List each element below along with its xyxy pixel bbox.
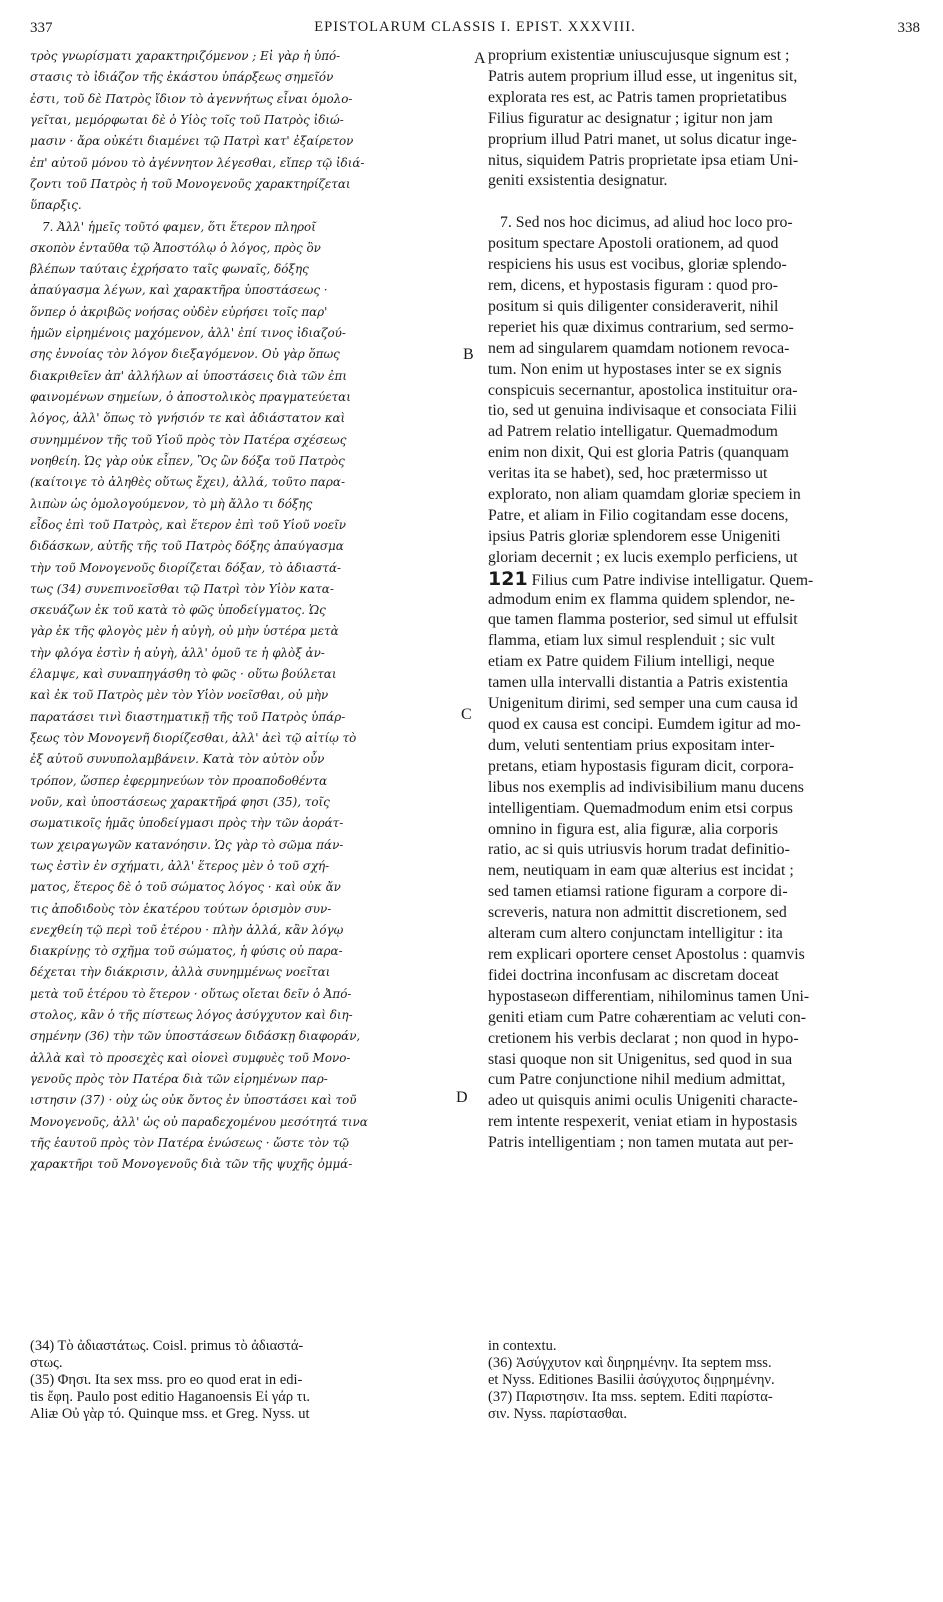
greek-text-line: τως (34) συνεπινοεῖσθαι τῷ Πατρὶ τὸν Υἱὸν κατα- [30, 581, 334, 596]
greek-text-line: παρατάσει τινὶ διαστηματικῇ τῆς τοῦ Πατρὸς ὑπάρ- [30, 709, 346, 724]
greek-text-line: τρόπον, ὥσπερ ἐφερμηνεύων τὸν προαποδοθέντα [30, 773, 328, 788]
latin-text-line: intelligentiam. Quemadmodum enim etsi corpus [488, 799, 793, 817]
latin-text-line: rem intente respexerit, veniat etiam in hypostasis [488, 1113, 798, 1131]
greek-text-line: ενεχθείη τῷ περὶ τοῦ ἑτέρου · πλὴν ἀλλά, κἂν λόγῳ [30, 922, 344, 937]
greek-text-line: (καίτοιγε τὸ ἀληθὲς οὕτως ἔχει), ἀλλά, τοῦτο παρα- [30, 475, 345, 490]
right-page-number: 338 [897, 20, 920, 36]
greek-text-line: τως ἐστὶν ἐν σχήματι, ἀλλ' ἕτερος μὲν ὁ τοῦ σχή- [30, 858, 330, 873]
footnote-line: Aliæ Οὐ γὰρ τό. Quinque mss. et Greg. Nyss. ut [30, 1406, 310, 1422]
latin-text-line: proprium illud Patri manet, ut solus dicatur inge- [488, 130, 797, 148]
greek-text-line: λόγος, ἀλλ' ὅπως τὸ γνήσιόν τε καὶ ἀδιάστατον καὶ [30, 411, 346, 426]
latin-text-line: rem explicari oportere censet Apostolus : quamvis [488, 945, 805, 963]
latin-text-line: tamen ulla intervalli distantia a Patris existentia [488, 674, 789, 692]
greek-text-line: στολος, κἂν ὁ τῆς πίστεως λόγος ἀσύγχυτον καὶ διη- [30, 1008, 353, 1023]
latin-text-line: nem, neutiquam in eam quæ alterius est incidat ; [488, 862, 794, 880]
greek-text-line: διδάσκων, αὐτῆς τῆς τοῦ Πατρὸς δόξης ἀπαύγασμα [30, 539, 344, 554]
greek-text-line: ἀπαύγασμα λέγων, καὶ χαρακτῆρα ὑποστάσεως · [30, 283, 328, 298]
latin-text-line: Patris intelligentiam ; non tamen mutata aut per- [488, 1134, 794, 1152]
latin-text-line: explorata res est, ac Patris tamen proprietatibus [488, 88, 787, 106]
greek-text-line: στασις τὸ ἰδιάζον τῆς ἑκάστου ὑπάρξεως σημεῖόν [30, 70, 334, 85]
latin-text-line: gloriam decernit ; ex lucis exemplo perficiens, ut [488, 548, 798, 566]
latin-text-line: dum, veluti sententiam prius expositam inter- [488, 736, 775, 754]
greek-text-line: των χειραγωγῶν κατανόησιν. Ὡς γὰρ τὸ σῶμα πάν- [30, 837, 344, 852]
latin-text-line: Filius figuratur ac designatur ; igitur non jam [488, 109, 773, 127]
greek-text-line: σκοπὸν ἐνταῦθα τῷ Ἀποστόλῳ ὁ λόγος, πρὸς ὃν [30, 240, 321, 255]
latin-text-line: nitus, siquidem Patris proprietate ipsa etiam Uni- [488, 151, 799, 169]
footnotes-right [488, 1338, 914, 1423]
latin-text-line: 121 Filius cum Patre indivise intelligatur. Quem- [488, 568, 814, 590]
latin-text-line: proprium existentiæ uniuscujusque signum est ; [488, 47, 790, 64]
latin-text-line [488, 192, 914, 213]
latin-text-line: rem, dicens, et hypostasis figuram : quod pro- [488, 276, 778, 294]
greek-text-line: ἀλλὰ καὶ τὸ προσεχὲς καὶ οἱονεὶ συμφυὲς τοῦ Μονο- [30, 1050, 351, 1065]
greek-text-line: ὅνπερ ὁ ἀκριβῶς νοήσας οὐδὲν εὑρήσει τοῖς παρ' [30, 304, 328, 319]
greek-text-line: νοηθείη. Ὡς γὰρ οὐκ εἶπεν, Ὃς ὢν δόξα τοῦ Πατρὸς [30, 453, 345, 468]
latin-text-line: omnino in figura est, alia figuræ, alia corporis [488, 820, 778, 838]
greek-text-line: γεῖται, μεμόρφωται δὲ ὁ Υἱὸς τοῖς τοῦ Πατρὸς ἰδιώ- [30, 112, 344, 127]
greek-text-line: τὴν φλόγα ἐστὶν ἡ αὐγὴ, ἀλλ' ὁμοῦ τε ἡ φλὸξ ἀν- [30, 645, 325, 660]
latin-text-line: geniti etiam cum Patre cohærentiam ac veluti con- [488, 1008, 807, 1026]
latin-text-line: ad Patrem relatio intelligatur. Quemadmodum [488, 423, 778, 441]
latin-text-line: positum si quis diligenter consideraverit, nihil [488, 297, 779, 315]
greek-text-line: γὰρ ἐκ τῆς φλογὸς μὲν ἡ αὐγὴ, οὐ μὴν ὑστέρα μετὰ [30, 624, 339, 639]
greek-text-line: έλαμψε, καὶ συναπηγάσθη τὸ φῶς · οὕτω βούλεται [30, 667, 337, 682]
latin-text-line: que tamen flamma posterior, sed simul ut effulsit [488, 611, 798, 629]
greek-text-line: τὴν τοῦ Μονογενοῦς διορίζεται δόξαν, τὸ ἀδιαστά- [30, 560, 342, 575]
greek-text-line: ὕπαρξις. [30, 198, 82, 213]
footnote-line: σιν. Nyss. παρίστασθαι. [488, 1406, 627, 1422]
running-title: EPISTOLARUM CLASSIS I. EPIST. XXXVIII. [314, 19, 636, 35]
greek-text-line: ξεως τὸν Μονογενῆ διορίζεσθαι, ἀλλ' ἀεὶ τῷ αἰτίῳ τὸ [30, 731, 357, 745]
latin-text-line: tio, sed ut genuina indivisaque et consociata Filii [488, 402, 797, 420]
latin-text-line: admodum enim ex flamma quidem splendor, ne- [488, 590, 795, 608]
latin-text-line: screveris, natura non admittit discretionem, sed [488, 904, 787, 922]
greek-text-line: τῆς ἑαυτοῦ πρὸς τὸν Πατέρα ἑνώσεως · ὥστε τὸν τῷ [30, 1135, 349, 1150]
latin-text-line: ipsius Patris gloriæ splendorem esse Unigeniti [488, 527, 781, 545]
footnote-line: (37) Παριστησιν. Ita mss. septem. Editi παρίστα- [488, 1389, 773, 1405]
latin-text-line: ratio, ac si quis utriusvis horum tradat definitio- [488, 841, 790, 859]
greek-text-line: εἶδος ἐπὶ τοῦ Πατρὸς, καὶ ἕτερον ἐπὶ τοῦ Υἱοῦ νοεῖν [30, 517, 347, 532]
latin-text-line: cretionem his verbis declarat ; non quod in hypo- [488, 1029, 799, 1047]
latin-text-line: flamma, etiam lux simul resplenduit ; sic vult [488, 632, 775, 650]
latin-text-line: enim non dixit, Qui est gloria Patris (quanquam [488, 444, 789, 462]
latin-text-line: hypostaseωn differentiam, nihilominus tamen Uni- [488, 987, 810, 1005]
greek-text-line: συνημμένον τῆς τοῦ Υἱοῦ πρὸς τὸν Πατέρα σχέσεως [30, 432, 347, 447]
greek-text-line: βλέπων ταύταις ἐχρήσατο ταῖς φωναῖς, δόξης [30, 262, 309, 277]
latin-text-line: reperiet his quæ diximus contrarium, sed sermo- [488, 318, 794, 336]
greek-text-line: Μονογενοῦς, ἀλλ' ὡς οὐ παραδεχομένου μεσότητά τινα [30, 1114, 368, 1129]
footnote-line: (34) Τὸ ἀδιαστάτως. Coisl. primus τὸ ἀδιαστά- [30, 1338, 304, 1354]
latin-text-line: positum spectare Apostoli orationem, ad quod [488, 235, 779, 253]
greek-text-line: διακριθεῖεν ἀπ' ἀλλήλων αἱ ὑποστάσεις διὰ τῶν ἐπι [30, 368, 348, 383]
footnote-line: tis ἔφη. Paulo post editio Haganoensis Εἰ γάρ τι. [30, 1389, 311, 1405]
latin-text-line: Unigenitum dirimi, sed semper una cum causa id [488, 695, 798, 713]
greek-text-line: δέχεται τὴν διάκρισιν, ἀλλὰ συνημμένως νοεῖται [30, 965, 331, 980]
footnote-line: et Nyss. Editiones Basilii ἀσύγχυτος διῃρημένην. [488, 1372, 775, 1388]
latin-text-line: quod ex causa est concipi. Eumdem igitur ad mo- [488, 716, 801, 733]
footnote-line: (35) Φησι. Ita sex mss. pro eo quod erat in edi- [30, 1372, 303, 1388]
latin-text-line: stasi quoque non sit Unigenitus, sed quod in sua [488, 1050, 793, 1068]
latin-text-line: nem ad singularem quamdam notionem revoca- [488, 339, 790, 357]
latin-text-column [488, 46, 914, 1154]
edition-page-number: 121 [488, 568, 528, 590]
greek-text-line: ματος, ἕτερος δὲ ὁ τοῦ σώματος λόγος · καὶ οὐκ ἄν [30, 880, 341, 895]
latin-text-line: Patris autem proprium illud esse, ut ingenitus sit, [488, 67, 798, 85]
latin-text-line: sed tamen etiamsi ratione figuram a corpore di- [488, 883, 788, 901]
greek-text-line: φαινομένων σημείων, ὁ ἀποστολικὸς πραγματεύεται [30, 390, 351, 404]
greek-text-line: λιπὼν ὡς ὁμολογούμενον, τὸ μὴ ἄλλο τι δόξης [30, 496, 313, 511]
greek-text-line: ἐστι, τοῦ δὲ Πατρὸς ἴδιον τὸ ἀγεννήτως εἶναι ὁμολο- [30, 91, 353, 106]
greek-text-line: τρὸς γνωρίσματι χαρακτηριζόμενον ; Εἰ γὰρ ἡ ὑπό- [30, 49, 341, 63]
latin-text-line: adeo ut quisquis animi oculis Unigeniti characte- [488, 1092, 798, 1110]
latin-text-line: pretans, etiam hypostasis figuram dicit, corpora- [488, 757, 794, 775]
margin-letter-b: B [463, 346, 474, 363]
greek-text-line: σημένην (36) τὴν τῶν ὑποστάσεων διδάσκῃ διαφοράν, [30, 1029, 361, 1044]
margin-letter-a: A [474, 50, 486, 67]
greek-text-line: νοῦν, καὶ ὑποστάσεως χαρακτῆρά φησι (35), τοῖς [30, 794, 330, 809]
latin-text-line: Patre, et aliam in Filio cogitandam esse docens, [488, 506, 789, 524]
left-page-number: 337 [30, 20, 53, 36]
page-header [30, 16, 920, 40]
latin-text-line: libus nos exemplis ad indivisibilium manu ducens [488, 778, 804, 796]
greek-text-line: σωματικοῖς ἡμᾶς ὑποδείγμασι πρὸς τὴν τῶν ἀοράτ- [30, 816, 344, 831]
footnote-line: (36) Ἀσύγχυτον καὶ διηρημένην. Ita septem mss. [488, 1355, 772, 1371]
greek-text-line: χαρακτῆρι τοῦ Μονογενοῦς διὰ τῶν τῆς ψυχῆς ὀμμά- [30, 1157, 353, 1172]
greek-text-line: ἐπ' αὐτοῦ μόνου τὸ ἀγέννητον λέγεσθαι, εἴπερ τῷ ἰδιά- [30, 155, 365, 170]
greek-text-line: ἐξ αὐτοῦ συνυπολαμβάνειν. Κατὰ τὸν αὐτὸν οὖν [30, 752, 325, 767]
greek-text-line: γενοῦς πρὸς τὸν Πατέρα διὰ τῶν εἰρημένων παρ- [30, 1072, 328, 1086]
latin-text-line: tum. Non enim ut hypostases inter se ex signis [488, 360, 782, 378]
footnotes-left [30, 1338, 470, 1423]
latin-text-line: alteram cum altero conjunctam intelligitur : ita [488, 925, 783, 943]
footnote-line: στως. [30, 1355, 63, 1371]
latin-text-line: 7. Sed nos hoc dicimus, ad aliud hoc loco pro- [500, 214, 793, 232]
latin-text-line: explorato, non aliam quamdam gloriæ speciem in [488, 486, 801, 504]
latin-text-line: respiciens his usus est vocibus, gloriæ splendo- [488, 256, 787, 274]
latin-text-line: cum Patre conjunctione nihil medium admittat, [488, 1071, 786, 1089]
latin-text-line: geniti exsistentia designatur. [488, 172, 668, 190]
greek-text-line: 7. Ἀλλ' ἡμεῖς τοῦτό φαμεν, ὅτι ἕτερον πληροῖ [42, 219, 316, 234]
footnote-line: in contextu. [488, 1338, 557, 1354]
greek-text-line: μετὰ τοῦ ἑτέρου τὸ ἕτερον · οὕτως οἴεται δεῖν ὁ Ἀπό- [30, 986, 352, 1001]
latin-text-line: fidei doctrina inconfusam ac discretam doceat [488, 966, 779, 984]
latin-text-line: etiam ex Patre quidem Filium intelligi, neque [488, 653, 775, 671]
greek-text-line: τις ἀποδιδοὺς τὸν ἑκατέρου τούτων ὁρισμὸν συν- [30, 901, 332, 916]
greek-text-line: ζοντι τοῦ Πατρὸς ἡ τοῦ Μονογενοῦς χαρακτηρίζεται [30, 176, 351, 191]
greek-text-line: σης ἐννοίας τὸν λόγον διεξαγόμενον. Οὐ γὰρ ὅπως [30, 347, 340, 362]
greek-text-line: ιστησιν (37) · οὐχ ὡς οὐκ ὄντος ἐν ὑποστάσει καὶ τοῦ [30, 1093, 357, 1108]
margin-letter-c: C [461, 706, 472, 723]
greek-text-line: μασιν · ἄρα οὐκέτι διαμένει τῷ Πατρὶ κατ' ἐξαίρετον [30, 134, 354, 149]
latin-text-line: veritas ita se habet), sed, hoc prætermisso ut [488, 465, 768, 483]
latin-text-line: conspicuis secernantur, apostolica instituitur ora- [488, 381, 798, 399]
greek-text-line: καὶ ἐκ τοῦ Πατρὸς μὲν τὸν Υἱὸν νοεῖσθαι, οὐ μὴν [30, 688, 329, 703]
greek-text-line: διακρίνῃς τὸ σχῆμα τοῦ σώματος, ἡ φύσις οὐ παρα- [30, 944, 343, 959]
margin-letter-d: D [456, 1089, 468, 1106]
greek-text-line: σκευάζων ἐκ τοῦ κατὰ τὸ φῶς ὑποδείγματος. Ὡς [30, 603, 326, 618]
greek-text-column [30, 46, 473, 1176]
greek-text-line: ἡμῶν εἰρημένοις μαχόμενον, ἀλλ' ἐπί τινος ἰδιαζού- [30, 326, 346, 341]
